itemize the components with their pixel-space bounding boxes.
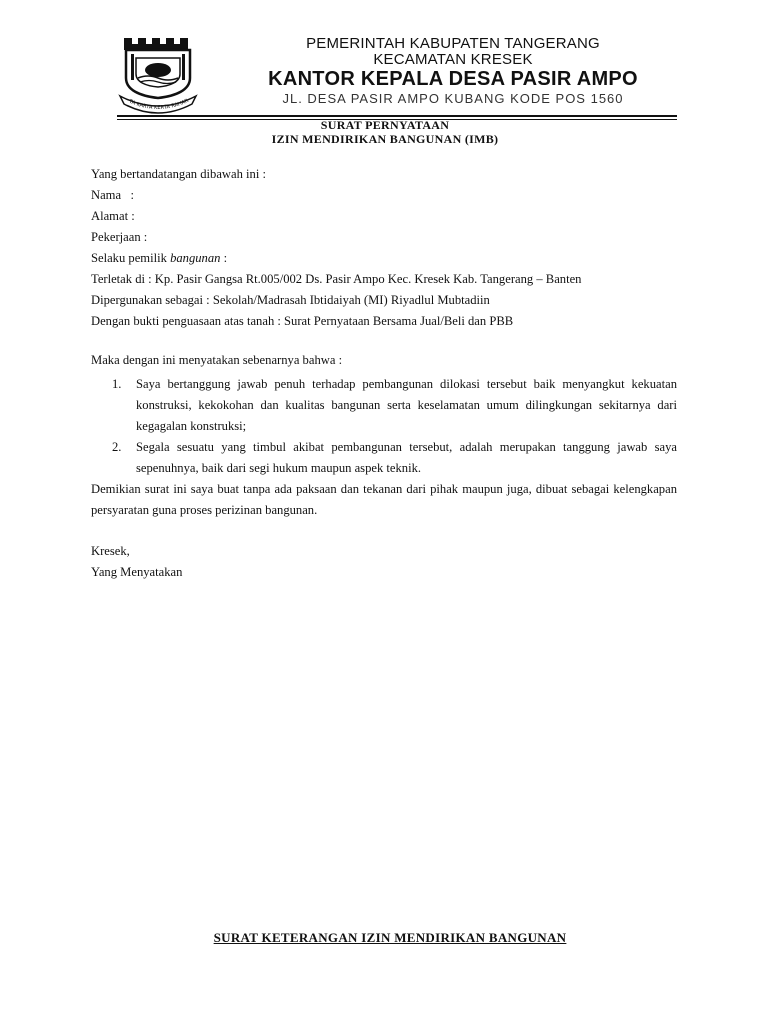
statement-number: 1. [112, 377, 122, 391]
field-nama: Nama : [91, 188, 135, 202]
field-bukti: Dengan bukti penguasaan atas tanah : Surat Pernyataan Bersama Jual/Beli dan PBB [91, 314, 514, 328]
title-line-1: SURAT PERNYATAAN [320, 118, 450, 132]
field-terletak: Terletak di : Kp. Pasir Gangsa Rt.005/002 Ds. Pasir Ampo Kec. Kresek Kab. Tangerang – Banten [91, 272, 582, 286]
letterhead-district: KECAMATAN KRESEK [373, 51, 533, 68]
title-line-2: IZIN MENDIRIKAN BANGUNAN (IMB) [271, 132, 499, 146]
statement-item [91, 374, 677, 437]
intro-text: Yang bertandatangan dibawah ini : [91, 167, 266, 181]
field-dipergunakan: Dipergunakan sebagai : Sekolah/Madrasah Ibtidaiyah (MI) Riyadlul Mubtadiin [91, 293, 490, 307]
statement-list [91, 374, 677, 479]
document-title [180, 118, 590, 146]
statement-item [91, 437, 677, 479]
signature-role: Yang Menyatakan [91, 565, 183, 579]
closing-paragraph: Demikian surat ini saya buat tanpa ada paksaan dan tekanan dari pihak maupun juga, dibuat sebagai kelengkapan persyaratan guna proses perizinan bangunan. [91, 482, 677, 517]
field-pemilik-italic: bangunan [170, 251, 221, 265]
logo-motto: TA KARYA KERTA RAHAR [128, 98, 190, 112]
letterhead [228, 36, 678, 108]
statement-intro: Maka dengan ini menyatakan sebenarnya bahwa : [91, 353, 343, 367]
field-pemilik-prefix: Selaku pemilik [91, 251, 171, 265]
statement-number: 2. [112, 440, 122, 454]
letterhead-government: PEMERINTAH KABUPATEN TANGERANG [306, 35, 600, 52]
identity-section [91, 164, 677, 332]
letterhead-divider-thick [117, 115, 677, 117]
signature-block [91, 541, 677, 583]
footer-title: SURAT KETERANGAN IZIN MENDIRIKAN BANGUNAN [213, 930, 567, 945]
field-pemilik-suffix: : [220, 251, 228, 265]
statement-text: Saya bertanggung jawab penuh terhadap pembangunan dilokasi tersebut baik menyangkut kekuatan konstruksi, kekokohan dan kualitas bangunan serta keselamatan umum dilingkungan sekitarnya dari kegagalan konstruksi; [136, 377, 677, 433]
kabupaten-tangerang-emblem [118, 34, 198, 114]
statement-text: Segala sesuatu yang timbul akibat pembangunan tersebut, adalah merupakan tanggung jawab saya sepenuhnya, baik dari segi hukum maupun aspek teknik. [136, 440, 677, 475]
signature-place: Kresek, [91, 544, 130, 558]
letterhead-address: JL. DESA PASIR AMPO KUBANG KODE POS 1560 [282, 91, 624, 106]
field-pekerjaan: Pekerjaan : [91, 230, 148, 244]
field-alamat: Alamat : [91, 209, 135, 223]
field-pemilik [91, 248, 677, 269]
letterhead-office: KANTOR KEPALA DESA PASIR AMPO [268, 68, 638, 90]
